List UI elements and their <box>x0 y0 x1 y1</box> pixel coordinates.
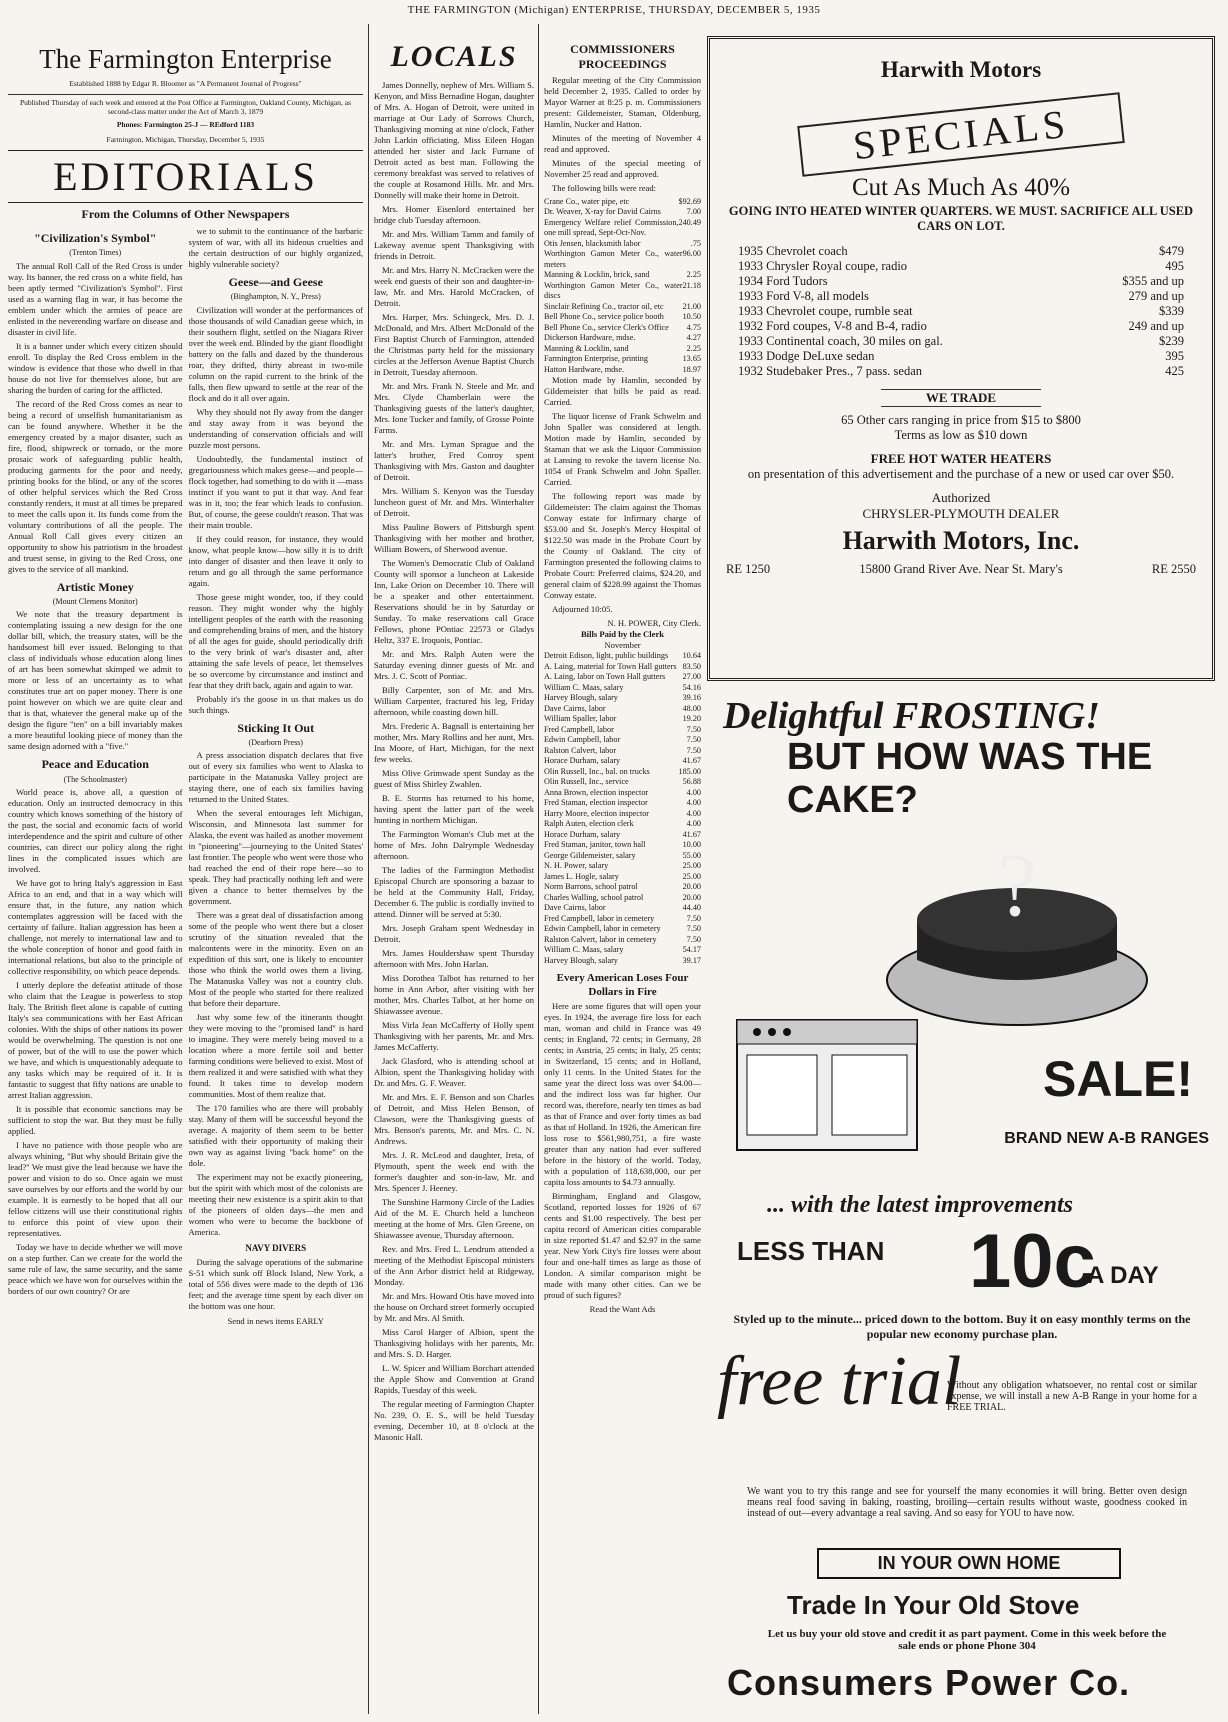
car-row <box>738 274 1184 289</box>
locals-p3: Mr. and Mrs. William Tamm and family of Lakeway avenue spent Thanksgiving with friends in Detroit. <box>374 229 534 262</box>
money-p1: We note that the treasury department is contemplating issuing a new design for the one dollar bill, which, the treasury states, will be the handsomest bill ever issued. Belonging to that class of individuals whose education along lines of art has been somewhat skimped we admit to more or less of an uncertainty as to what constitutes true art on paper money. There is one point however on which we are quite clear and that is that, whatever the general make up of the design the figure "ten" on a bill invariably makes a more beautiful looking piece of money than the same design adorned with a "five." <box>8 609 183 752</box>
harwith-motors-ad <box>707 36 1215 681</box>
col2-p0: we to submit to the continuance of the barbaric system of war, with all its hideous cruelties and the certain destruction of our highly organized, highly vulnerable society? <box>188 226 363 270</box>
want-ads: Read the Want Ads <box>589 1304 656 1315</box>
bill-row <box>544 830 701 841</box>
bill-amount: 19.20 <box>682 714 701 724</box>
car-row <box>738 244 1184 259</box>
bill-amount: 20.00 <box>682 892 701 902</box>
in-your-own-home: IN YOUR OWN HOME <box>817 1548 1121 1579</box>
bill-amount: 44.40 <box>682 903 701 913</box>
bill-item: Edwin Campbell, labor in cemetery <box>544 924 661 934</box>
other-cars: 65 Other cars ranging in price from $15 to $800 <box>841 413 1081 427</box>
masthead-phones: Phones: Farmington 25-J — REdford 1183 <box>116 119 255 129</box>
car-price: $479 <box>1159 244 1184 258</box>
bill-row <box>544 851 701 862</box>
bill-amount: 185.00 <box>678 766 701 776</box>
stick-title: Sticking It Out <box>237 720 315 735</box>
money-source: (Mount Clemens Monitor) <box>52 597 138 607</box>
commissioners-title: COMMISSIONERS PROCEEDINGS <box>570 42 675 72</box>
bill-item: Fred Staman, janitor, town hall <box>544 840 646 850</box>
bill-item: Ralston Calvert, labor in cemetery <box>544 934 657 944</box>
bill-item: Edwin Campbell, labor <box>544 735 621 745</box>
bill-amount: 18.97 <box>682 364 701 374</box>
peace-p1: World peace is, above all, a question of education. Only an instructed democracy in this country which knows something of the history of the past, the social and economic facts of world interdependence and the spirit and culture of other countries, can direct our policy along the right lines in the complicated issues which are involved. <box>8 786 183 874</box>
bill-row <box>544 903 701 914</box>
bill-item: Ralston Calvert, labor <box>544 745 617 755</box>
bill-item: Fred Staman, election inspector <box>544 798 648 808</box>
bill-row <box>544 302 701 313</box>
editorials-title: EDITORIALS <box>8 150 363 203</box>
editorial-subcolumn-2 <box>189 226 364 1327</box>
bill-row <box>544 840 701 851</box>
without-obligation: Without any obligation whatsoever, no rental cost or similar expense, we will install a new A-B Range in your home for a FREE TRIAL. <box>947 1380 1197 1413</box>
column-rule <box>538 24 539 1714</box>
locals-p2: Mrs. Homer Eisenlord entertained her bridge club Tuesday afternoon. <box>374 204 534 226</box>
car-row <box>738 349 1184 364</box>
bill-row <box>544 333 701 344</box>
locals-p27: Mr. and Mrs. Howard Otis have moved into the house on Orchard street formerly occupied by Mr. and Mrs. Al Smith. <box>374 1291 534 1324</box>
bill-amount: 4.00 <box>686 819 701 829</box>
harwith-name: Harwith Motors <box>880 57 1042 82</box>
commissioners-column <box>544 26 701 1716</box>
bill-item: Norm Barrons, school patrol <box>544 882 638 892</box>
bill-amount: 21.00 <box>682 301 701 311</box>
bill-row <box>544 861 701 872</box>
bill-amount: 4.00 <box>686 798 701 808</box>
peace-p4: It is possible that economic sanctions may be sufficient to stop the war. But they must be fully applied. <box>8 1103 183 1136</box>
editorial-subcolumn-1 <box>8 226 183 1327</box>
car-name: 1933 Continental coach, 30 miles on gal. <box>738 334 943 348</box>
bill-item: Horace Durham, salary <box>544 829 621 839</box>
car-price: 249 and up <box>1128 319 1184 333</box>
stick-p4: Just why some few of the itinerants thought they were moving to the "promised land" is hard to imagine. They were merely being moved to a location where a more fertile soil and better farming conditions were believed to exist. Most of them realized it and were satisfied with what they found. It takes time to develop modern communities. Most of them realize that. <box>188 1012 363 1100</box>
geese-p4: If they could reason, for instance, they would know, what people know—how silly it is to drift into danger of disaster and then leave it only to return and go all through the same performance again. <box>188 533 363 588</box>
bill-amount: 96.00 <box>682 249 701 259</box>
locals-p24: Mrs. J. R. McLeod and daughter, Ireta, of Plymouth, spent the week end with the former's daughter and son-in-law, Mr. and Mrs. Spencer J. Heeney. <box>374 1150 534 1194</box>
used-car-list <box>738 244 1184 379</box>
bill-amount: 25.00 <box>682 871 701 881</box>
locals-p29: L. W. Spicer and William Borchart attended the Apple Show and Convention at Grand Rapids, Tuesday of this week. <box>374 1363 534 1396</box>
bill-amount: 39.16 <box>682 693 701 703</box>
bill-row <box>544 651 701 662</box>
locals-p8: Mrs. William S. Kenyon was the Tuesday luncheon guest of Mr. and Mrs. Winterhalter of Detroit. <box>374 486 534 519</box>
latest-improvements: ... with the latest improvements <box>767 1192 1074 1218</box>
navy-title: NAVY DIVERS <box>245 1243 307 1254</box>
bill-item: Harvey Blough, salary <box>544 955 618 965</box>
peace-source: (The Schoolmaster) <box>63 774 127 784</box>
car-price: $339 <box>1159 304 1184 318</box>
bill-amount: 10.64 <box>682 651 701 661</box>
harwith-inc: Harwith Motors, Inc. <box>842 526 1080 555</box>
bill-row <box>544 207 701 218</box>
bill-amount: 2.25 <box>686 343 701 353</box>
bill-item: William C. Maas, salary <box>544 945 624 955</box>
fire-title: Every American Loses Four Dollars in Fire <box>556 972 689 999</box>
stick-p2: When the several entourages left Michigan, Wisconsin, and Minnesota last summer for Alaska, the event was hailed as another movement in "pioneering"—journeying to the United States' last frontier. The people who went were those who had reached the end of their rope here—so to speak. They had practically nothing left and were given a chance to better themselves by the government. <box>188 808 363 907</box>
locals-p20: Miss Dorothea Talbot has returned to her home in Ann Arbor, after visiting with her mother, Mrs. Charles Talbot, at her home on Shiawassee avenue. <box>374 973 534 1017</box>
car-name: 1934 Ford Tudors <box>738 274 828 288</box>
car-price: $239 <box>1159 334 1184 348</box>
bill-item: Worthington Gamon Meter Co., water discs <box>544 280 683 301</box>
fire-p2: Birmingham, England and Glasgow, Scotland, reported losses for 1926 of 67 cents and $1.00 respectively. The best per capita record of American cities comparable in size reported $1.47 and $2.97 in the same year. New York City's fire losses were about four and one-half times as large as those of London. A similar comparison might be made with many other cities. Can we be proud of such figures? <box>544 1191 701 1301</box>
locals-p16: The Farmington Woman's Club met at the home of Mrs. John Dalrymple Wednesday afternoon. <box>374 829 534 862</box>
masthead-dateline: Farmington, Michigan, Thursday, December 5, 1935 <box>106 134 265 144</box>
bill-item: William C. Maas, salary <box>544 682 624 692</box>
stick-p3: There was a great deal of dissatisfaction among some of the people who went there but a closer scrutiny of the situation revealed that the malcontents were in the minority. Even on an expedition of this sort, one is likely to encounter those who think the world owes them a living. The Matanuska Valley was not a country club. Most of the people who started for there realized that before their departure. <box>188 910 363 1009</box>
locals-p7: Mr. and Mrs. Lyman Sprague and the latter's brother, Fred Conroy spent Thanksgiving with Mrs. Gaston and daughter of Detroit. <box>374 439 534 483</box>
bill-row <box>544 735 701 746</box>
a-day: A DAY <box>1087 1262 1159 1289</box>
bill-row <box>544 672 701 683</box>
bill-row <box>544 693 701 704</box>
car-name: 1933 Chevrolet coupe, rumble seat <box>738 304 913 318</box>
bill-amount: $92.69 <box>678 196 701 206</box>
bill-amount: 27.00 <box>682 672 701 682</box>
bill-amount: 54.17 <box>682 945 701 955</box>
bill-row <box>544 704 701 715</box>
question-mark: ? <box>997 836 1037 935</box>
bill-amount: 56.88 <box>682 777 701 787</box>
fire-p1: Here are some figures that will open your eyes. In 1924, the average fire loss for each man, woman and child in France was 49 cents; in England, 72 cents; in Germany, 28 cents; in Austria, 25 cents; in Italy, 25 cents; in Switzerland, 15 cents; and in Holland, only 11 cents. In the United States for the same year the direct loss was over $4.00—and the indirect loss was far higher. Our record was, therefore, nearly ten times as bad as that of France and over forty times as bad as that of Holland. In 1926, the American fire loss rose to $561,980,751, a fire waste greater than any nation had ever suffered before in the history of the world. Today, with a population of 118,638,000, our per capita loss amounts to $4.73 annually. <box>544 1001 701 1188</box>
bill-row <box>544 281 701 302</box>
locals-p4: Mr. and Mrs. Harry N. McCracken were the week end guests of their son and daughter-in-law, Mr. and Mrs. Harold McCracken, of Detroit. <box>374 265 534 309</box>
bill-item: Bell Phone Co., service police booth <box>544 312 664 322</box>
locals-p5: Mrs. Harper, Mrs. Schingeck, Mrs. D. J. McDonald, and Mrs. Albert McDonald of the First Baptist Church of Farmington, attended the Christmas party held for the missionary circles at the Jefferson Avenue Baptist Church in Detroit, Tuesday afternoon. <box>374 312 534 378</box>
bill-amount: 54.16 <box>682 682 701 692</box>
bill-item: Fred Campbell, labor in cemetery <box>544 913 655 923</box>
less-than: LESS THAN <box>737 1236 885 1266</box>
bill-amount: 7.50 <box>686 913 701 923</box>
ten-cents: 10c <box>969 1219 1096 1304</box>
locals-p6: Mr. and Mrs. Frank N. Steele and Mr. and Mrs. Clyde Chamberlain were the Thanksgiving guests of the latter's daughter, Mrs. Ione Tucker and family, of Grosse Pointe Farms. <box>374 381 534 436</box>
bill-item: Manning & Locklin, brick, sand <box>544 270 650 280</box>
bill-item: Sinclair Refining Co., tractor oil, etc <box>544 301 664 311</box>
locals-p25: The Sunshine Harmony Circle of the Ladies Aid of the M. E. Church held a luncheon meeting at the home of Mrs. Glen Greene, on Shiawassee avenue, Thursday afternoon. <box>374 1197 534 1241</box>
car-row <box>738 334 1184 349</box>
bill-row <box>544 924 701 935</box>
peace-p6: Today we have to decide whether we will move on a step further. Can we create for the world the same rule of law, the same security, and the same peace which we have won for ourselves within the borders of our own country? Or are <box>8 1241 183 1296</box>
locals-p18: Mrs. Joseph Graham spent Wednesday in Detroit. <box>374 923 534 945</box>
bill-amount: 2.25 <box>686 270 701 280</box>
car-row <box>738 319 1184 334</box>
bill-amount: 7.50 <box>686 934 701 944</box>
bill-row <box>544 714 701 725</box>
bill-item: William Spaller, labor <box>544 714 617 724</box>
bill-item: George Gildemeister, salary <box>544 850 636 860</box>
bill-amount: 25.00 <box>682 861 701 871</box>
bill-row <box>544 323 701 334</box>
peace-p3: I utterly deplore the defeatist attitude of those who claim that the League is powerless to stop Italy. The British fleet alone is capable of cutting Italy's sea communications with her East African colonies. With the ships of other nations its power would be overwhelming. The question is not one of power, but of the will to use the power which we have, and which is unquestionably adequate to any tasks which may be required of it. It is fantastic to suggest that fifty nations are unable to arrest Italian aggression. <box>8 979 183 1100</box>
we-want-text: We want you to try this range and see for yourself the many economies it will bring. Better oven design means real food saving in baking, roasting, broiling—certain results without waste, goodness cooked in instead of out—every advantage a real saving. And so easy for YOU to have now. <box>747 1486 1187 1519</box>
bill-amount: 7.50 <box>686 724 701 734</box>
locals-p17: The ladies of the Farmington Methodist Episcopal Church are sponsoring a bazaar to be held at the Community Hall, Friday, December 6. The public is cordially invited to attend. Dinner will be served at 5:30. <box>374 865 534 920</box>
car-name: 1933 Ford V-8, all models <box>738 289 869 303</box>
geese-p5: Those geese might wonder, too, if they could reason. They might wonder why the highly intelligent peoples of the earth with the reasoning and comprehending brains of men, and the history of all the ages for guide, should periodically drift to the very brink of war's disaster and, after attaining the safe levels of peace, let themselves be so overcome by circumstance and instinct and fear that they drift back, again and again to war. <box>188 591 363 690</box>
phone-2: RE 2550 <box>1151 562 1196 576</box>
bill-item: Otis Jensen, blacksmith labor <box>544 238 641 248</box>
sale-banner: SALE! <box>1043 1051 1193 1107</box>
editorials-subtitle: From the Columns of Other Newspapers <box>81 206 290 221</box>
trade-in: Trade In Your Old Stove <box>787 1590 1080 1620</box>
free-heaters: FREE HOT WATER HEATERS <box>870 451 1052 466</box>
bill-row <box>544 819 701 830</box>
bill-item: Anna Brown, election inspector <box>544 787 649 797</box>
delightful-frosting: Delightful FROSTING! <box>723 695 1100 737</box>
bill-item: Dickerson Hardware, mdse. <box>544 333 636 343</box>
car-name: 1933 Dodge DeLuxe sedan <box>738 349 875 363</box>
geese-source: (Binghampton, N. Y., Press) <box>230 292 321 302</box>
presentation: on presentation of this advertisement and the purchase of a new or used car over $50. <box>747 467 1175 481</box>
send-news: Send in news items EARLY <box>227 1315 325 1326</box>
bill-row <box>544 798 701 809</box>
locals-p9: Miss Pauline Bowers of Pittsburgh spent Thanksgiving with her mother and brother, William Bowers, of Sherwood avenue. <box>374 522 534 555</box>
bill-row <box>544 218 701 239</box>
locals-p1: James Donnelly, nephew of Mrs. William S. Kenyon, and Miss Bernadine Hogan, daughter of Mrs. A. Hogan of Detroit, were united in marriage at Our Lady of Sorrows Church, Thanksgiving morning at nine o'clock, Father John Larkin officiating. Miss Eileen Hogan attended her sister and Jack Furnane of Detroit acted as best man. Following the ceremony breakfast was served to relatives of the couple at Rosamond Hills. Mr. and Mrs. Donnelly will make their home in Detroit. <box>374 80 534 201</box>
car-price: 279 and up <box>1128 289 1184 303</box>
car-price: $355 and up <box>1122 274 1184 288</box>
bill-row <box>544 756 701 767</box>
geese-p1: Civilization will wonder at the performances of those thousands of wild Canadian geese which, in their southern flight, settled on the Niagara River over the week end. Blinded by the giant floodlight battery on the falls and dazed by the thunderous roar, they drifted, thirty abreast in two-mile column on the rapid current to the brink of the falls, then flew upward to settle at the rear of the flock and do it all over again. <box>188 304 363 403</box>
terms: Terms as low as $10 down <box>894 428 1028 442</box>
locals-p21: Miss Virla Jean McCafferty of Holly spent Thanksgiving with her parents, Mr. and Mrs. James McCafferty. <box>374 1020 534 1053</box>
brand-new-ranges: BRAND NEW A-B RANGES <box>1004 1130 1209 1147</box>
bill-amount: 13.65 <box>682 354 701 364</box>
bill-row <box>544 312 701 323</box>
bill-amount: 240.49 <box>678 217 701 227</box>
bill-item: Dave Cairns, labor <box>544 703 606 713</box>
peace-p2: We have got to bring Italy's aggression in East Africa to an end, and that in a way which will ensure that, in the future, any nation which contemplates aggression will be faced with the certainty of failure. Italian aggression has been a challenge, not merely to international law and to the whole conception of honor and good faith in international relations, but also to the principle of collective responsibility, on which peace depends. <box>8 877 183 976</box>
geese-p6: Probably it's the goose in us that makes us do such things. <box>188 693 363 715</box>
money-title: Artistic Money <box>56 579 134 594</box>
column-rule <box>368 24 369 1714</box>
bill-amount: 4.75 <box>686 322 701 332</box>
bill-item: A. Laing, material for Town Hall gutters <box>544 661 677 671</box>
locals-p19: Mrs. James Houldershaw spent Thursday afternoon with Mrs. John Harlan. <box>374 948 534 970</box>
bill-row <box>544 809 701 820</box>
bill-amount: 20.00 <box>682 882 701 892</box>
bill-row <box>544 270 701 281</box>
bill-amount: 83.50 <box>682 661 701 671</box>
we-trade: WE TRADE <box>881 389 1041 407</box>
styled-text: Styled up to the minute... priced down to the bottom. Buy it on easy monthly terms on the popular new economy purchase plan. <box>733 1312 1191 1341</box>
bill-row <box>544 767 701 778</box>
locals-p12: Billy Carpenter, son of Mr. and Mrs. William Carpenter, fractured his leg, Friday afternoon, while coasting down hill. <box>374 685 534 718</box>
page-header: THE FARMINGTON (Michigan) ENTERPRISE, THURSDAY, DECEMBER 5, 1935 <box>407 4 821 16</box>
civ-p2: It is a banner under which every citizen should enroll. To display the Red Cross emblem in the window is evidence that those who dwell in that house do not live for themselves alone, but are sharing the burden of caring for the afflicted. <box>8 340 183 395</box>
bill-row <box>544 239 701 250</box>
bill-item: Dave Cairns, labor <box>544 903 606 913</box>
bill-row <box>544 945 701 956</box>
bill-amount: 4.00 <box>686 808 701 818</box>
locals-p15: B. E. Storms has returned to his home, having spent the latter part of the week hunting in northern Michigan. <box>374 793 534 826</box>
bill-amount: 7.50 <box>686 924 701 934</box>
bill-item: N. H. Power, salary <box>544 861 609 871</box>
locals-column <box>374 26 534 1716</box>
car-price: 495 <box>1165 259 1184 273</box>
car-price: 425 <box>1165 364 1184 378</box>
masthead-published: Published Thursday of each week and entered at the Post Office at Farmington, Oakland County, Michigan, as second-class matter under the Act of March 3, 1879 <box>8 94 363 116</box>
stove-illustration <box>727 1000 927 1160</box>
bill-row <box>544 683 701 694</box>
bill-row <box>544 197 701 208</box>
comm-p6: The liquor license of Frank Schwelm and John Spaller was considered at length. Motion made by Hamlin, seconded by Staman that we ask the Liquor Commission at Lansing to revoke the tavern license No. 1054 of Frank Schwelm and John Spaller. Carried. <box>544 411 701 488</box>
geese-p3: Undoubtedly, the fundamental instinct of gregariousness which makes geese—and people—flock together, had something to do with it —mass instinct if you want to put it that way. And fear was in it, too; the fear which leads to confusion. But, of course, the geese couldn't reason. That was their main trouble. <box>188 453 363 530</box>
bill-item: Olin Russell, Inc., service <box>544 777 629 787</box>
bill-item: Manning & Locklin, sand <box>544 343 629 353</box>
bill-item: Crane Co., water pipe, etc <box>544 196 630 206</box>
geese-p2: Why they should not fly away from the danger and stay away from it was beyond the understanding of conservation officials and will puzzle most persons. <box>188 406 363 450</box>
car-row <box>738 289 1184 304</box>
bill-item: Detroit Edison, light, public buildings <box>544 651 669 661</box>
car-row <box>738 304 1184 319</box>
phone-1: RE 1250 <box>726 562 771 576</box>
how-was-cake: BUT HOW WAS THE CAKE? <box>787 736 1153 821</box>
bill-row <box>544 725 701 736</box>
going-notice: GOING INTO HEATED WINTER QUARTERS. WE MUST. SACRIFICE ALL USED CARS ON LOT. <box>728 204 1194 233</box>
bill-amount: 7.50 <box>686 745 701 755</box>
masthead-title: The Farmington Enterprise <box>39 44 332 74</box>
bills-list-read <box>544 197 701 376</box>
bill-row <box>544 344 701 355</box>
bill-item: Charles Walling, school patrol <box>544 892 644 902</box>
bill-row <box>544 746 701 757</box>
dealer: CHRYSLER-PLYMOUTH DEALER <box>862 506 1060 521</box>
bill-amount: 4.27 <box>686 333 701 343</box>
bill-row <box>544 788 701 799</box>
car-price: 395 <box>1165 349 1184 363</box>
bill-item: Ralph Auten, election clerk <box>544 819 634 829</box>
peace-p5: I have no patience with those people who are always whining, "But why should Britain give the lead?" We must give the lead because we have the power and vision to do so. Once again we must save ourselves by our efforts and the world by our example. It is earnestly to be hoped that all our fellow citizens will use their constitutional rights to enforce this point of view upon their representatives. <box>8 1139 183 1238</box>
bill-amount: 55.00 <box>682 850 701 860</box>
free-trial: free trial <box>717 1343 962 1420</box>
stick-source: (Dearborn Press) <box>248 738 303 748</box>
bills-list-paid <box>544 651 701 966</box>
locals-p23: Mr. and Mrs. E. F. Benson and son Charles of Detroit, and Miss Helen Benson, of Clawson, were the Thanksgiving guests of Mrs. Benson's parents, Mr. and Mrs. C. N. Andrews. <box>374 1092 534 1147</box>
locals-p14: Miss Olive Grimwade spent Sunday as the guest of Miss Shirley Zwahlen. <box>374 768 534 790</box>
car-name: 1935 Chevrolet coach <box>738 244 848 258</box>
authorized: Authorized <box>931 490 991 505</box>
bill-amount: 41.67 <box>682 756 701 766</box>
consumers-power-name: Consumers Power Co. <box>727 1662 1131 1703</box>
bill-amount: 21.18 <box>682 280 701 290</box>
car-name: 1933 Chrysler Royal coupe, radio <box>738 259 908 273</box>
stick-p1: A press association dispatch declares that five out of every six families who went to Alaska to participate in the Matanuska Valley project are staying there, one of each six families having returned to the United States. <box>188 750 363 805</box>
locals-p11: Mr. and Mrs. Ralph Auten were the Saturday evening dinner guests of Mr. and Mrs. J. C. Scott of Pontiac. <box>374 649 534 682</box>
car-row <box>738 259 1184 274</box>
locals-p22: Jack Glasford, who is attending school at Albion, spent the Thanksgiving holiday with Dr. and Mrs. G. F. Weaver. <box>374 1056 534 1089</box>
editorial-column <box>8 26 363 1716</box>
comm-p8: Adjourned 10:05. <box>552 604 613 615</box>
bill-row <box>544 914 701 925</box>
car-name: 1932 Ford coupes, V-8 and B-4, radio <box>738 319 927 333</box>
bill-row <box>544 893 701 904</box>
civ-p3: The record of the Red Cross comes as near to being a record of unselfish humanitarianism as can be found anywhere. Whether it be the emergency created by a major disaster, such as fire, flood, shipwreck or tornado, or the more prosaic work of safeguarding public health, producing garments for the poor and needy, printing books for the blind, or any of the scores of other helpful services which the Red Cross constantly renders, it must at all times be prepared to meet the calls upon it. Its funds come from the voluntary contributions of all the people. The Annual Roll Call gives every citizen an opportunity to show his patriotism in the broadest and truest sense, in giving to the Red Cross, one gives to the service of all mankind. <box>8 398 183 574</box>
comm-p5: Motion made by Hamlin, seconded by Gildemeister that bills be paid as read. Carried. <box>544 375 701 408</box>
comm-p7: The following report was made by Gildemeister: The claim against the Thomas Conway estate for Infirmary charge of $53.00 and St. Joseph's Mercy Hospital of $122.50 was made in the Probate Court by the County of Oakland. The city of Farmington presented the following claims to Probate Court: Preferred claims, $24.20, and general claim of $228.99 against the Thomas Conway estate. <box>544 491 701 601</box>
bill-row <box>544 662 701 673</box>
stick-p5: The 170 families who are there will probably stay. Many of them will be successful beyond the average. A majority of them seem to be better satisfied with their opportunity of making their own way as against living "back home" on the dole. <box>188 1103 363 1169</box>
bill-item: Harry Moore, election inspector <box>544 808 650 818</box>
peace-title: Peace and Education <box>41 757 149 772</box>
locals-p10: The Women's Democratic Club of Oakland County will sponsor a luncheon at Lakeside Inn, Lake Orion on December 10. There will be a speaker and other entertainment. Reservations should be in by Saturday or Sunday. To make reservations call Grace Fellows, phone POntiac 22573 or Gladys Heltz, 337 E. Iroquois, Pontiac. <box>374 558 534 646</box>
bill-amount: 7.00 <box>686 207 701 217</box>
bill-item: Emergency Welfare relief Commission, one mill spread, Sept-Oct-Nov. <box>544 217 679 238</box>
civ-source: (Trenton Times) <box>69 248 122 258</box>
bill-row <box>544 354 701 365</box>
bill-item: Bell Phone Co., service Clerk's Office <box>544 322 669 332</box>
bill-amount: 48.00 <box>682 703 701 713</box>
locals-p28: Miss Carol Harger of Albion, spent the Thanksgiving holidays with her parents, Mr. and Mrs. S. D. Harger. <box>374 1327 534 1360</box>
comm-p3: Minutes of the special meeting of November 25 read and approved. <box>544 157 701 179</box>
bill-item: Dr. Weaver, X-ray for David Cairns <box>544 207 661 217</box>
bill-row <box>544 365 701 376</box>
car-row <box>738 364 1184 379</box>
bill-row <box>544 935 701 946</box>
bill-item: James L. Hogle, salary <box>544 871 619 881</box>
let-us-buy: Let us buy your old stove and credit it as part payment. Come in this week before the sale ends or phone Phone 304 <box>767 1628 1167 1652</box>
bill-row <box>544 882 701 893</box>
bill-amount: 41.67 <box>682 829 701 839</box>
locals-title: LOCALS <box>390 40 518 73</box>
bill-amount: .75 <box>690 238 701 248</box>
bills-paid-title: Bills Paid by the Clerk <box>580 629 665 640</box>
bill-item: Olin Russell, Inc., bal. on trucks <box>544 766 650 776</box>
comm-p4: The following bills were read: <box>552 182 657 193</box>
clerk-signature: N. H. POWER, City Clerk. <box>607 618 701 629</box>
locals-p26: Rev. and Mrs. Fred L. Lendrum attended a meeting of the Methodist Episcopal ministers of the Ann Arbor district held at Ridgeway, Monday. <box>374 1244 534 1288</box>
bill-item: Fred Campbell, labor <box>544 724 614 734</box>
address: 15800 Grand River Ave. Near St. Mary's <box>859 562 1063 576</box>
geese-title: Geese—and Geese <box>228 275 323 290</box>
bill-row <box>544 777 701 788</box>
bill-amount: 7.50 <box>686 735 701 745</box>
comm-p1: Regular meeting of the City Commission held December 2, 1935. Called to order by Mayor Warner at 8:25 p. m. Commissioners present: Gildemeister, Staman, Oldenburg, Hamlin, Nucker and Hatton. <box>544 74 701 129</box>
bill-row <box>544 956 701 967</box>
bill-amount: 39.17 <box>682 955 701 965</box>
specials-banner: SPECIALS <box>797 92 1125 177</box>
locals-p30: The regular meeting of Farmington Chapter No. 239, O. E. S., will be held Tuesday evening, December 10, at 8 o'clock at the Masonic Hall. <box>374 1399 534 1443</box>
bill-amount: 10.50 <box>682 312 701 322</box>
consumers-power-ad <box>707 690 1215 1716</box>
car-name: 1932 Studebaker Pres., 7 pass. sedan <box>738 364 922 378</box>
bill-item: Farmington Enterprise, printing <box>544 354 648 364</box>
bill-amount: 4.00 <box>686 787 701 797</box>
contact-row <box>726 562 1196 577</box>
stick-p6: The experiment may not be exactly pioneering, but the spirit with which most of the colonists are meeting their new existence is a spirit akin to that of the pioneers of olden days—the men and women who were to become the backbone of America. <box>188 1172 363 1238</box>
bill-row <box>544 249 701 270</box>
bill-item: Horace Durham, salary <box>544 756 621 766</box>
comm-p2: Minutes of the meeting of November 4 read and approved. <box>544 132 701 154</box>
bill-row <box>544 872 701 883</box>
bill-amount: 10.00 <box>682 840 701 850</box>
navy-p1: During the salvage operations of the submarine S-51 which sunk off Block Island, New York, a total of 556 dives were made to the depth of 136 feet; and the average time spent by each diver on the bottom was one hour. <box>188 1256 363 1311</box>
locals-p13: Mrs. Frederic A. Bagnall is entertaining her mother, Mrs. Mary Rollins and her aunt, Mrs. Ina Moore, of Hart, Michigan, for the next few weeks. <box>374 721 534 765</box>
civ-title: "Civilization's Symbol" <box>34 231 157 246</box>
bill-item: Worthington Gamon Meter Co., water meters <box>544 249 683 269</box>
cut-headline: Cut As Much As 40% <box>851 174 1071 201</box>
bills-paid-month: November <box>604 640 641 651</box>
bill-item: A. Laing, labor on Town Hall gutters <box>544 672 666 682</box>
bill-item: Harvey Blough, salary <box>544 693 618 703</box>
civ-p1: The annual Roll Call of the Red Cross is under way. Its banner, the red cross on a white field, has been aptly termed "Civilization's Symbol". First used as a warning flag in war, it has become the emblem under which the armies of peace are enlisted in the neverending warfare on disease and disaster in civil life. <box>8 260 183 337</box>
bill-item: Hatton Hardware, mdse. <box>544 364 625 374</box>
masthead-established: Established 1888 by Edgar R. Bloomer as "A Permanent Journal of Progress" <box>69 78 302 88</box>
